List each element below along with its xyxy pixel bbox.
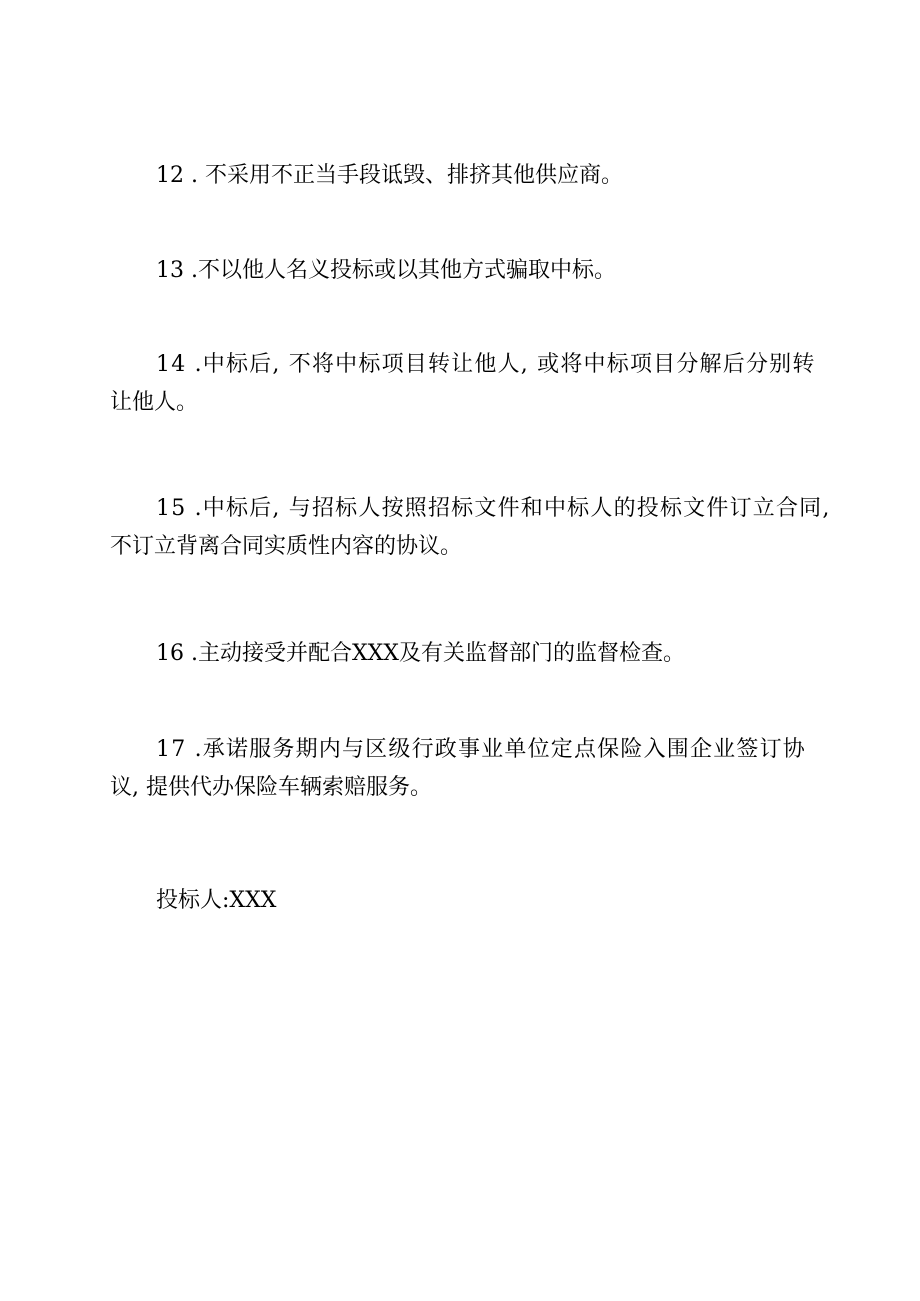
clause-17-line-2: 议, 提供代办保险车辆索赔服务。	[110, 775, 432, 800]
signature	[110, 882, 830, 920]
clause-17-line-1: 17 .承诺服务期内与区级行政事业单位定点保险入围企业签订协	[156, 737, 806, 762]
clause-16-line-1: 16 .主动接受并配合XXX及有关监督部门的监督检查。	[156, 641, 685, 666]
clause-13-line-1: 13 .不以他人名义投标或以其他方式骗取中标。	[156, 258, 616, 283]
clause-12	[110, 157, 830, 195]
clause-14	[110, 346, 830, 422]
clause-14-line-1: 14 .中标后, 不将中标项目转让他人, 或将中标项目分解后分别转	[156, 352, 816, 377]
clause-12-line-1: 12 . 不采用不正当手段诋毁、排挤其他供应商。	[156, 163, 623, 188]
clause-16	[110, 635, 830, 673]
clause-15-line-1: 15 .中标后, 与招标人按照招标文件和中标人的投标文件订立合同,	[156, 496, 831, 521]
clause-15-line-2: 不订立背离合同实质性内容的协议。	[110, 534, 463, 559]
bidder-signature: 投标人:XXX	[156, 888, 277, 913]
clause-13	[110, 252, 830, 290]
clause-17	[110, 731, 830, 807]
clause-15	[110, 490, 830, 566]
clause-14-line-2: 让他人。	[110, 390, 199, 415]
